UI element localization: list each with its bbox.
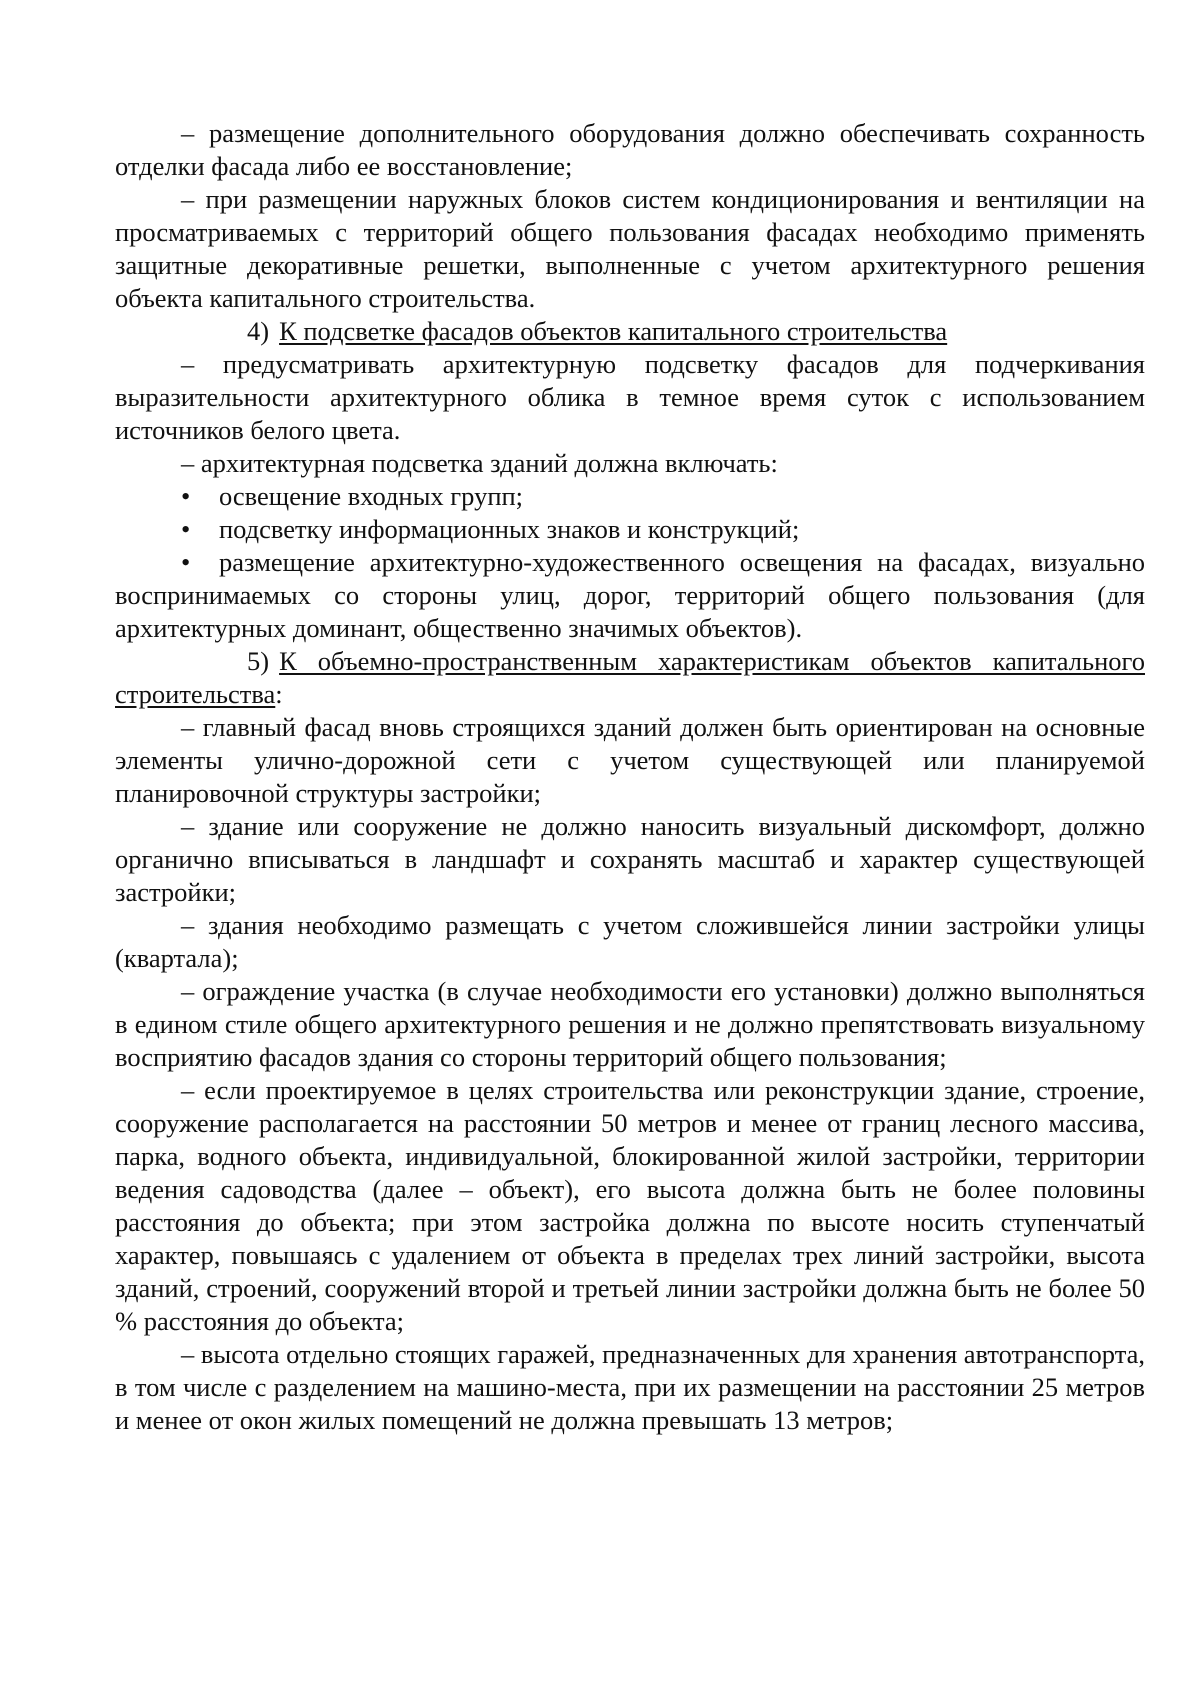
list-item-text: подсветку информационных знаков и конструкций; (219, 514, 800, 544)
paragraph-height-limit: – если проектируемое в целях строительства или реконструкции здание, строение, сооружение располагается на расстоянии 50 метров и менее от границ лесного массива, парка, водного объекта, индивидуальной, блокированной жилой застройки, территории ведения садоводства (далее – объект), его высота должна быть не более половины расстояния до объекта; при этом застройка должна по высоте носить ступенчатый характер, повышаясь с удалением от объекта в пределах трех линий застройки, высота зданий, строений, сооружений второй и третьей линии застройки должна быть не более 50 % расстояния до объекта; (115, 1075, 1145, 1336)
list-item (115, 513, 1145, 546)
paragraph-garages: – высота отдельно стоящих гаражей, предназначенных для хранения автотранспорта, в том числе с разделением на машино-места, при их размещении на расстоянии 25 метров и менее от окон жилых помещений не должна превышать 13 метров; (115, 1339, 1145, 1435)
bullet-icon: • (181, 481, 191, 511)
list-item (115, 480, 1145, 513)
paragraph-ac-units: – при размещении наружных блоков систем кондиционирования и вентиляции на просматриваемых с территорий общего пользования фасадах необходимо применять защитные декоративные решетки, выполненные с учетом архитектурного решения объекта капитального строительства. (115, 184, 1145, 313)
section-heading-facade-lighting (115, 315, 1145, 348)
section-number: 4) (247, 316, 270, 346)
paragraph-main-facade: – главный фасад вновь строящихся зданий должен быть ориентирован на основные элементы улично-дорожной сети с учетом существующей или планируемой планировочной структуры застройки; (115, 712, 1145, 808)
list-item-text: размещение архитектурно-художественного освещения на фасадах, визуально воспринимаемых со стороны улиц, дорог, территорий общего пользования (для архитектурных доминант, общественно значимых объектов). (115, 547, 1145, 643)
section-number: 5) (247, 646, 270, 676)
section-title: К объемно-пространственным характеристикам объектов капитального строительства (115, 646, 1145, 709)
section-title-colon: : (275, 679, 283, 709)
paragraph-building-line: – здания необходимо размещать с учетом сложившейся линии застройки улицы (квартала); (115, 910, 1145, 973)
paragraph-equipment-placement: – размещение дополнительного оборудования должно обеспечивать сохранность отделки фасада либо ее восстановление; (115, 118, 1145, 181)
paragraph-fencing: – ограждение участка (в случае необходимости его установки) должно выполняться в едином стиле общего архитектурного решения и не должно препятствовать визуальному восприятию фасадов здания со стороны территорий общего пользования; (115, 976, 1145, 1072)
paragraph-visual-comfort: – здание или сооружение не должно наносить визуальный дискомфорт, должно органично вписываться в ландшафт и сохранять масштаб и характер существующей застройки; (115, 811, 1145, 907)
paragraph-lighting-includes: – архитектурная подсветка зданий должна включать: (181, 448, 778, 478)
bullet-icon: • (181, 514, 191, 544)
section-title: К подсветке фасадов объектов капитального строительства (279, 316, 948, 346)
section-heading-volume-spatial (115, 645, 1145, 711)
list-item-text: освещение входных групп; (219, 481, 524, 511)
bullet-icon: • (181, 547, 191, 577)
document-page (115, 117, 1145, 1437)
list-item (115, 546, 1145, 645)
paragraph-lighting-requirement: – предусматривать архитектурную подсветку фасадов для подчеркивания выразительности архитектурного облика в темное время суток с использованием источников белого цвета. (115, 349, 1145, 445)
